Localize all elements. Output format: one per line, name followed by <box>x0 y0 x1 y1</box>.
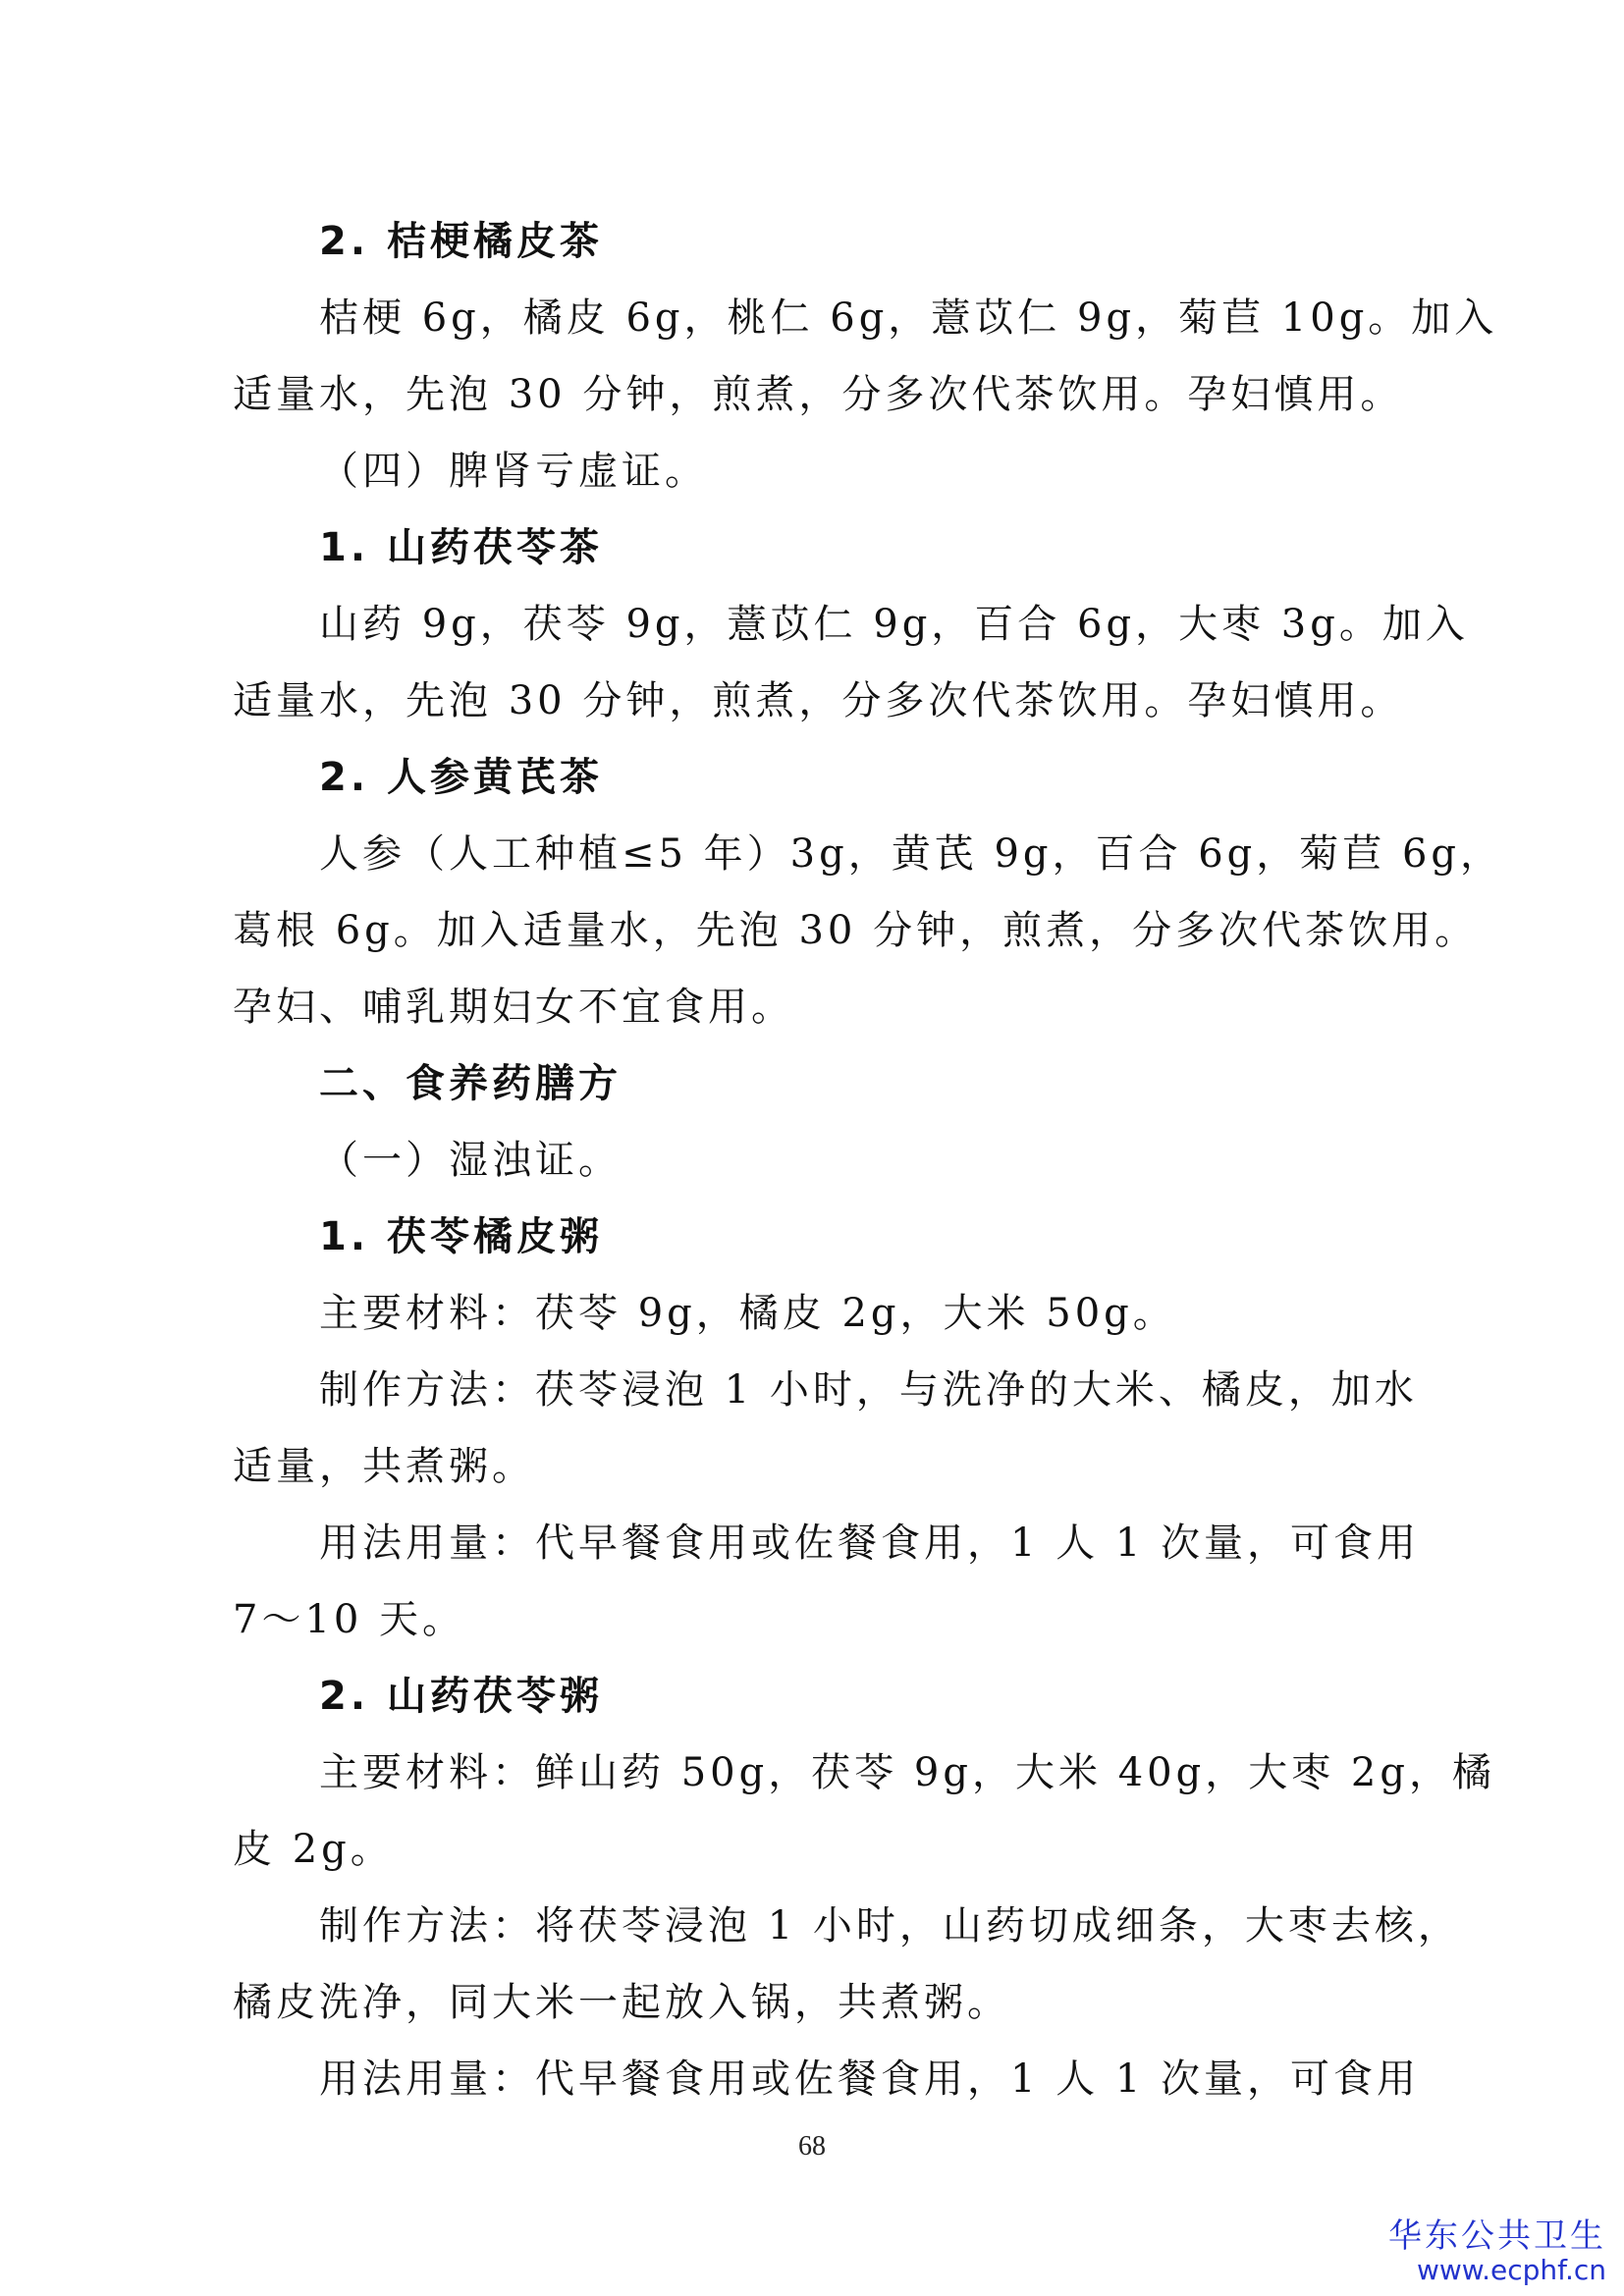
paragraph-line: 制作方法：茯苓浸泡 1 小时，与洗净的大米、橘皮，加水 <box>319 1367 1418 1413</box>
heading-yam-poria-porridge: 2. 山药茯苓粥 <box>319 1674 603 1719</box>
paragraph-line: 适量，共煮粥。 <box>233 1444 535 1489</box>
paragraph-line: 桔梗 6g，橘皮 6g，桃仁 6g，薏苡仁 9g，菊苣 10g。加入 <box>319 295 1498 341</box>
paragraph-line: 主要材料：鲜山药 50g，茯苓 9g，大米 40g，大枣 2g，橘 <box>319 1750 1495 1795</box>
paragraph-line: 人参（人工种植≤5 年）3g，黄芪 9g，百合 6g，菊苣 6g， <box>319 831 1504 877</box>
chapter-heading-diet-recipes: 二、食养药膳方 <box>319 1061 622 1106</box>
heading-yam-poria-tea: 1. 山药茯苓茶 <box>319 525 603 570</box>
paragraph-line: 山药 9g，茯苓 9g，薏苡仁 9g，百合 6g，大枣 3g。加入 <box>319 602 1469 647</box>
heading-platycodon-tangerine-tea: 2. 桔梗橘皮茶 <box>319 219 603 264</box>
paragraph-line: 适量水，先泡 30 分钟，煎煮，分多次代茶饮用。孕妇慎用。 <box>233 678 1404 723</box>
page-number: 68 <box>798 2131 826 2162</box>
heading-poria-tangerine-porridge: 1. 茯苓橘皮粥 <box>319 1214 603 1259</box>
paragraph-line: 主要材料：茯苓 9g，橘皮 2g，大米 50g。 <box>319 1291 1176 1336</box>
section-heading-spleen-kidney: （四）脾肾亏虚证。 <box>319 449 708 494</box>
paragraph-line: 孕妇、哺乳期妇女不宜食用。 <box>233 985 794 1030</box>
watermark-site-name: 华东公共卫生 <box>1388 2216 1606 2256</box>
paragraph-line: 制作方法：将茯苓浸泡 1 小时，山药切成细条，大枣去核， <box>319 1903 1461 1949</box>
paragraph-line: 用法用量：代早餐食用或佐餐食用，1 人 1 次量，可食用 <box>319 2056 1421 2102</box>
heading-ginseng-astragalus-tea: 2. 人参黄芪茶 <box>319 755 603 800</box>
paragraph-line: 橘皮洗净，同大米一起放入锅，共煮粥。 <box>233 1980 1010 2025</box>
watermark-site-url[interactable]: www.ecphf.cn <box>1416 2254 1606 2286</box>
paragraph-line: 葛根 6g。加入适量水，先泡 30 分钟，煎煮，分多次代茶饮用。 <box>233 908 1479 953</box>
paragraph-line: 皮 2g。 <box>233 1827 394 1872</box>
paragraph-line: 7～10 天。 <box>233 1597 466 1642</box>
paragraph-line: 用法用量：代早餐食用或佐餐食用，1 人 1 次量，可食用 <box>319 1521 1421 1566</box>
paragraph-line: 适量水，先泡 30 分钟，煎煮，分多次代茶饮用。孕妇慎用。 <box>233 372 1404 417</box>
section-heading-dampness: （一）湿浊证。 <box>319 1138 622 1183</box>
